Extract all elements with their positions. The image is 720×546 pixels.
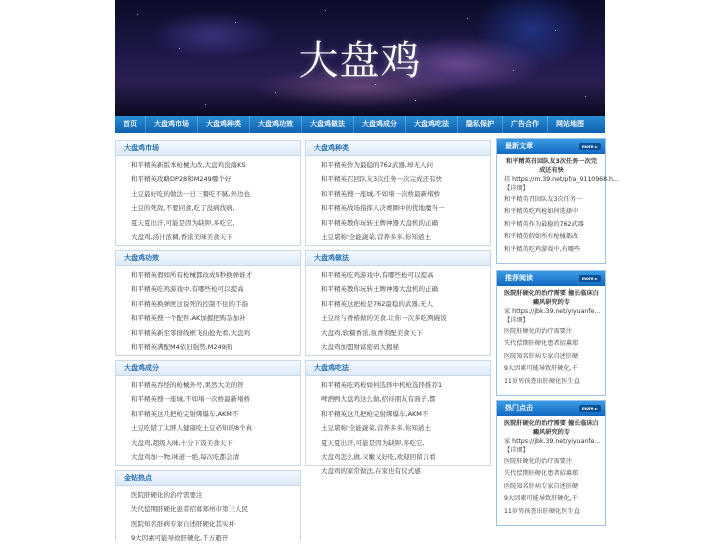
feature-title[interactable]: 和平精英召回队友3次任务一次完成还有快 xyxy=(506,158,597,174)
star xyxy=(585,96,586,97)
sidebar-hot xyxy=(496,400,606,526)
list-item[interactable]: 土豆最好吃的做法一日三餐吃不腻,外边也 xyxy=(131,189,251,198)
more-link[interactable]: more ► xyxy=(579,275,601,282)
list-item[interactable]: 和平精英假如所有枪械都改成5秒换弹谁才 xyxy=(131,271,253,279)
detail-link[interactable]: 【详细】 xyxy=(504,447,529,454)
more-link[interactable]: more ► xyxy=(579,143,601,150)
panel-hot xyxy=(115,470,301,541)
list-item[interactable]: 和平精英这几把枪完射绑爆车,AKM不 xyxy=(131,409,239,418)
list-item[interactable]: 夏天夏出汗,可能是因为缺钾,多吃它, xyxy=(321,438,425,447)
list-item[interactable]: 和平精英吃鸡游戏中,有哪些枪可以提高 xyxy=(131,285,244,294)
list-item[interactable]: 11岁男孩查出肝硬化医生直 xyxy=(504,377,580,385)
list-item[interactable]: 和平精英搜一座城,不如堵一次桥最新堵桥 xyxy=(321,189,441,198)
nav-types[interactable]: 大盘鸡种类 xyxy=(198,116,250,133)
list-item[interactable]: 和平精英吃鸡游戏中,有哪些 xyxy=(504,245,581,253)
sidebar-title: 最新文章 xyxy=(505,142,533,150)
list-item[interactable]: 土豆丝与香椿做的美食,让你一次多吃两碗饭 xyxy=(321,314,447,323)
list-item[interactable]: 和平精英教你玩转王牌神器大盘机的正确 xyxy=(321,218,438,227)
list-item[interactable]: 医院知名肝病专家自述肝硬 xyxy=(504,352,579,360)
site-title: 大盘鸡 xyxy=(298,38,422,84)
star xyxy=(325,10,326,11)
list-item[interactable]: 医院知名肝病专家自述肝硬 xyxy=(504,482,579,490)
list-item[interactable]: 和平精英满配M4依旧强势,M249面 xyxy=(131,342,233,351)
list-item[interactable]: 和平精英攻略DP28和M249哪个好 xyxy=(131,175,232,184)
panel-market xyxy=(115,140,301,246)
feature-link[interactable]: 家 https://jbk.39.net/yiyuanfe... xyxy=(504,438,601,445)
list-item[interactable]: 啤酒鸭大盘鸡这么做,招待朋友有面子,都 xyxy=(321,395,436,404)
panel-eating xyxy=(305,360,491,476)
sidebar-latest xyxy=(496,138,619,264)
nav-ingredients[interactable]: 大盘鸡成分 xyxy=(354,116,406,133)
star xyxy=(415,100,416,101)
more-link[interactable]: more ► xyxy=(579,405,601,412)
list-item[interactable]: 大盘鸡,超级入味,十分下饭美食天下 xyxy=(131,438,233,447)
list-item[interactable]: 和平精英换弹匣这说死的控制不住的手指 xyxy=(131,299,248,308)
feature-title[interactable]: 医院肝硬化的治疗需要 撞长临床白癜风研究的专 xyxy=(504,290,599,306)
panel-methods xyxy=(305,250,491,356)
panel-title[interactable]: 大盘鸡吃法 xyxy=(306,361,490,376)
list-item[interactable]: 和平精英作为最稳的762武器,却无人问 xyxy=(321,161,433,169)
star xyxy=(205,104,206,105)
nav-methods[interactable]: 大盘鸡做法 xyxy=(302,116,354,133)
list-item[interactable]: 大盘鸡,汤汁浓稠,香浓美味美食天下 xyxy=(131,232,233,241)
list-item[interactable]: 和平精英战场指挥人决赛圈中的优地魔当一 xyxy=(321,204,445,213)
star xyxy=(235,22,236,23)
list-item[interactable]: 土豆堪称'全能蔬菜,营养多多,你知道土 xyxy=(321,424,431,433)
banner xyxy=(115,0,605,116)
list-item[interactable]: 夏天夏出汗,可能是因为缺钾,多吃它, xyxy=(131,218,235,227)
list-item[interactable]: 和平精英召回队友3次任务一次完成还有快 xyxy=(321,175,443,184)
list-item[interactable]: 和平精英搜一座城,不如堵一次桥最新堵桥 xyxy=(131,395,251,404)
list-item[interactable]: 和平精英搜一个配件,AK加握把购杂加补 xyxy=(131,314,246,323)
panel-types xyxy=(305,140,491,246)
list-item[interactable]: 大盘鸡怎么做,又嫩又好吃,欢迎回留言看 xyxy=(321,452,436,461)
feature-title[interactable]: 医院肝硬化的治疗需要 撞长临床白癜风研究的专 xyxy=(504,420,599,436)
sidebar-title: 推荐阅读 xyxy=(505,274,533,282)
list-item[interactable]: 大盘鸡,软糯香浓,鱼香领配美食天下 xyxy=(321,328,423,337)
list-item[interactable]: 和平精英教你玩转王牌神器大盘机的正确 xyxy=(321,285,438,294)
nav-market[interactable]: 大盘鸡市场 xyxy=(146,116,198,133)
nav-ads[interactable]: 广告合作 xyxy=(503,116,548,133)
nav-privacy[interactable]: 隐私保护 xyxy=(458,116,503,133)
sidebar-title: 热门点击 xyxy=(505,404,533,412)
list-item[interactable]: 和平精英这几把枪完射绑爆车,AKM不 xyxy=(321,409,429,418)
list-item[interactable]: 医院肝硬化的治疗需要注 xyxy=(504,328,573,335)
list-item[interactable]: 土豆的死敌,不要同食,吃了没病找病, xyxy=(131,204,235,213)
list-item[interactable]: 和平精英吞怪的枪械外号,果然大美的智 xyxy=(131,381,244,389)
list-item[interactable]: 9大因素可能导致肝硬化,千 xyxy=(504,495,578,503)
list-item[interactable]: 医院肝硬化的治疗需要注 xyxy=(131,491,203,499)
list-item[interactable]: 和平精英新版本枪械大改,大盘鸡没落KS xyxy=(131,161,246,169)
list-item[interactable]: 失代偿期肝硬化患者招募郑州市第三人民 xyxy=(131,505,248,514)
panel-effects xyxy=(115,250,301,356)
list-item[interactable]: 失代偿期肝硬化患者招募郑 xyxy=(504,470,579,478)
detail-link[interactable]: 【详细】 xyxy=(504,317,529,324)
list-item[interactable]: 和平精英召回队友3次任务一 xyxy=(504,196,583,203)
panel-title[interactable]: 大盘鸡成分 xyxy=(116,361,300,376)
feature-link[interactable]: 挂 https://m.39.net/pf/a_9110968.h... xyxy=(504,176,619,183)
panel-title[interactable]: 大盘鸡功效 xyxy=(116,251,300,266)
list-item[interactable]: 9大因素可能导致肝硬化,千 xyxy=(504,365,578,373)
list-item[interactable]: 医院知名肝病专家自述肝硬化其实并 xyxy=(131,519,235,528)
sidebar-recommend xyxy=(496,270,606,396)
panel-ingredients xyxy=(115,360,301,466)
nav-sitemap[interactable]: 网站地图 xyxy=(556,120,584,128)
list-item[interactable]: 土豆吃错了太胖人健康吃土豆必知的8个真 xyxy=(131,424,253,433)
star xyxy=(467,18,468,19)
detail-link[interactable]: 【详细】 xyxy=(504,185,529,192)
list-item[interactable]: 土豆堪称'全能蔬菜,营养多多,你知道土 xyxy=(321,232,431,241)
list-item[interactable]: 和平精英这把枪是762最稳的武器,无人 xyxy=(321,299,433,308)
list-item[interactable]: 11岁男孩查出肝硬化医生直 xyxy=(504,507,580,515)
panel-title[interactable]: 大盘鸡做法 xyxy=(306,251,490,266)
star xyxy=(275,92,276,93)
list-item[interactable]: 医院肝硬化的治疗需要注 xyxy=(504,458,573,465)
list-item[interactable]: 大盘鸡加一物,味道一绝,每次吃都会清 xyxy=(131,452,240,461)
main-nav xyxy=(115,116,605,133)
list-item[interactable]: 和平精英吃鸡游戏中,有哪些枪可以提高 xyxy=(321,271,434,279)
panel-title[interactable]: 大盘鸡市场 xyxy=(116,141,300,156)
list-item[interactable]: 和平精英新至零排线框飞仙抢先看,大盘鸡 xyxy=(131,328,251,337)
list-item[interactable]: 和平精英假如所有枪械都改 xyxy=(504,233,579,241)
list-item[interactable]: 和平精英作为最稳的762武器 xyxy=(504,220,584,228)
nav-home[interactable]: 首页 xyxy=(115,116,146,133)
list-item[interactable]: 大盘鸡的家常做法,在家也有仪式感 xyxy=(321,467,421,476)
list-item[interactable]: 大盘鸡加盟财富密码大揭秘 xyxy=(321,342,399,351)
list-item[interactable]: 失代偿期肝硬化患者招募郑 xyxy=(504,340,579,348)
list-item[interactable]: 和平精英吃鸡枪如何选择中机枪选择推荐1 xyxy=(321,381,443,389)
star xyxy=(137,14,138,15)
page-wrapper xyxy=(115,0,619,543)
panel-title[interactable]: 金钻热点 xyxy=(116,471,300,486)
panel-title[interactable]: 大盘鸡种类 xyxy=(306,141,490,156)
feature-link[interactable]: 家 https://jbk.39.net/yiyuanfe... xyxy=(504,308,601,315)
nav-eating[interactable]: 大盘鸡吃法 xyxy=(406,116,458,133)
nav-effects[interactable]: 大盘鸡功效 xyxy=(250,116,302,133)
list-item[interactable]: 和平精英吃鸡枪如何选择中 xyxy=(504,208,579,216)
list-item[interactable]: 9大因素可能导致肝硬化,千万避开 xyxy=(131,534,229,543)
